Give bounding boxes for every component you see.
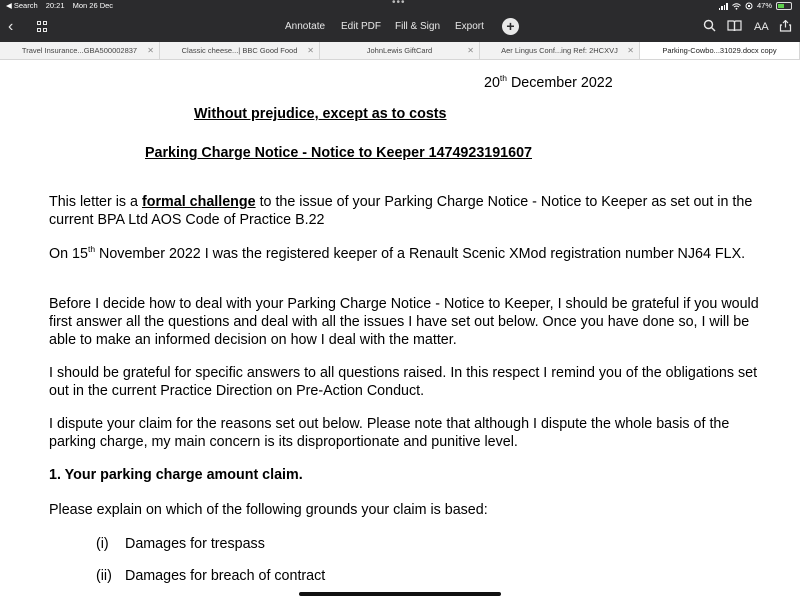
battery-icon [776, 2, 792, 10]
notice-heading: Parking Charge Notice - Notice to Keeper 1474923191607 [145, 145, 532, 161]
status-date: Mon 26 Dec [72, 1, 114, 10]
paragraph-formal-challenge: This letter is a formal challenge to the issue of your Parking Charge Notice - Notice to Keeper as set out in the current BPA Ltd AOS Code of Practice B.22 [49, 194, 753, 228]
edit-pdf-button[interactable]: Edit PDF [341, 21, 382, 32]
close-tab-icon[interactable]: ✕ [627, 46, 634, 55]
list-item: (ii) Damages for breach of contract [96, 568, 326, 584]
export-button[interactable]: Export [455, 21, 484, 32]
close-tab-icon[interactable]: ✕ [147, 46, 154, 55]
orientation-lock-icon [745, 2, 753, 10]
battery-percent: 47% [756, 1, 772, 10]
tab-label: Classic cheese...| BBC Good Food [181, 46, 298, 55]
document-toolbar [0, 12, 800, 42]
tab-classic-cheese[interactable] [160, 42, 320, 59]
back-to-app-link[interactable]: ◀ Search [6, 1, 38, 10]
grid-view-icon[interactable] [37, 21, 48, 32]
wifi-icon [732, 3, 741, 10]
tab-label: JohnLewis GiftCard [366, 46, 433, 55]
multitasking-dots-icon[interactable]: ••• [392, 0, 406, 8]
cellular-signal-icon [719, 3, 728, 10]
close-tab-icon[interactable]: ✕ [307, 46, 314, 55]
tab-label: Travel Insurance...GBA500002837 [21, 46, 138, 55]
tab-travel-insurance[interactable] [0, 42, 160, 59]
tab-strip [0, 42, 800, 60]
tab-aer-lingus[interactable] [480, 42, 640, 59]
book-icon[interactable] [727, 20, 742, 32]
paragraph-specific-answers: I should be grateful for specific answers to all questions raised. In this respect I remind you of the obligations set out in the current Practice Direction on Pre-Action Conduct. [49, 365, 758, 399]
tab-parking-docx[interactable] [640, 42, 800, 59]
back-chevron-icon[interactable]: ‹ [8, 18, 14, 35]
add-button[interactable]: + [502, 18, 519, 35]
paragraph-dispute: I dispute your claim for the reasons set out below. Please note that although I dispute the whole basis of the parking charge, my main concern is its disproportionate and punitive level. [49, 416, 730, 450]
search-icon[interactable] [703, 19, 716, 32]
document-page [0, 60, 800, 600]
close-tab-icon[interactable]: ✕ [467, 46, 474, 55]
paragraph-questions: Before I decide how to deal with your Parking Charge Notice - Notice to Keeper, I should be grateful if you would first answer all the questions and deal with all the issues I have set out below. Once you have done so, I will be able to make an informed decision on how I deal with the matter. [49, 296, 759, 348]
section-heading-charge-amount: 1. Your parking charge amount claim. [49, 467, 303, 483]
annotate-button[interactable]: Annotate [285, 21, 326, 32]
font-size-button[interactable]: AA [754, 21, 769, 33]
without-prejudice-heading: Without prejudice, except as to costs [194, 106, 447, 122]
paragraph-registered-keeper: On 15th November 2022 I was the registered keeper of a Renault Scenic XMod registration number NJ64 FLX. [49, 244, 746, 262]
letter-date: 20th December 2022 [484, 73, 613, 91]
tab-johnlewis-giftcard[interactable] [320, 42, 480, 59]
paragraph-grounds: Please explain on which of the following grounds your claim is based: [49, 502, 488, 518]
list-item: (i) Damages for trespass [96, 536, 265, 552]
tab-label: Aer Lingus Conf...ing Ref: 2HCXVJ [501, 46, 618, 55]
status-bar [0, 0, 800, 12]
status-time: 20:21 [45, 1, 65, 10]
share-icon[interactable] [779, 20, 792, 32]
tab-label: Parking-Cowbo...31029.docx copy [662, 46, 777, 55]
battery-level-fill [778, 4, 784, 8]
fill-sign-button[interactable]: Fill & Sign [395, 21, 441, 32]
top-bar [0, 0, 800, 42]
home-indicator[interactable] [299, 592, 501, 596]
